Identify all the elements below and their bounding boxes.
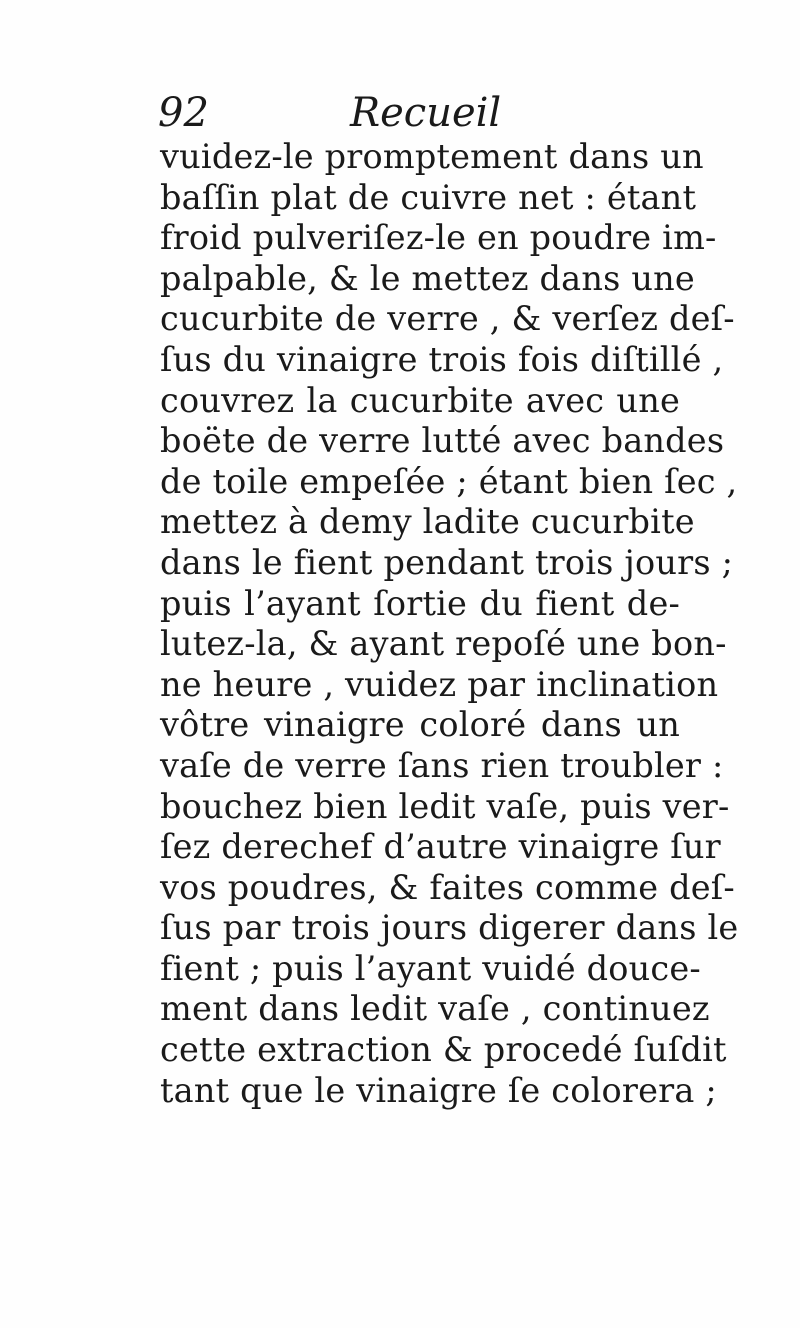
text-line: tant que le vinaigre ſe colorera ; [160, 1070, 717, 1110]
text-line: vaſe de verre ſans rien troubler : [160, 745, 724, 785]
text-line: mettez à demy ladite cucurbite [160, 502, 695, 542]
text-line: ment dans ledit vaſe , continuez [160, 989, 710, 1029]
text-line: ſus du vinaigre trois fois diſtillé , [160, 339, 724, 379]
text-line: vos poudres, & faites comme deſ- [160, 867, 735, 907]
text-line: lutez-la, & ayant repoſé une bon- [160, 624, 727, 664]
text-line: ne heure , vuidez par inclination [160, 664, 719, 704]
text-line: palpable, & le mettez dans une [160, 258, 695, 298]
text-line: dans le fient pendant trois jours ; [160, 542, 734, 582]
text-line: vuidez-le promptement dans un [160, 137, 704, 176]
text-line: vôtre vinaigre coloré dans un [160, 705, 680, 745]
text-line: fient ; puis l’ayant vuidé douce- [160, 948, 701, 988]
text-line: cette extraction & procedé ſuſdit [160, 1030, 727, 1070]
text-line: boëte de verre lutté avec bandes [160, 421, 725, 461]
text-line: ſus par trois jours digerer dans le [160, 908, 739, 948]
text-line: froid pulveriſez-le en poudre im- [160, 218, 717, 258]
text-line: cucurbite de verre , & verſez deſ- [160, 299, 735, 339]
text-line: ſez derechef d’autre vinaigre ſur [160, 827, 721, 867]
running-head: Recueil [350, 90, 502, 136]
text-line: couvrez la cucurbite avec une [160, 380, 680, 420]
page-header [158, 88, 678, 138]
text-line: bouchez bien ledit vaſe, puis ver- [160, 786, 730, 826]
text-line: de toile empeſée ; étant bien ſec , [160, 461, 738, 501]
text-line: baſſin plat de cuivre net : étant [160, 177, 697, 217]
page-number: 92 [158, 90, 209, 136]
body-text [160, 137, 739, 1111]
text-line: puis l’ayant ſortie du fient de- [160, 583, 680, 623]
